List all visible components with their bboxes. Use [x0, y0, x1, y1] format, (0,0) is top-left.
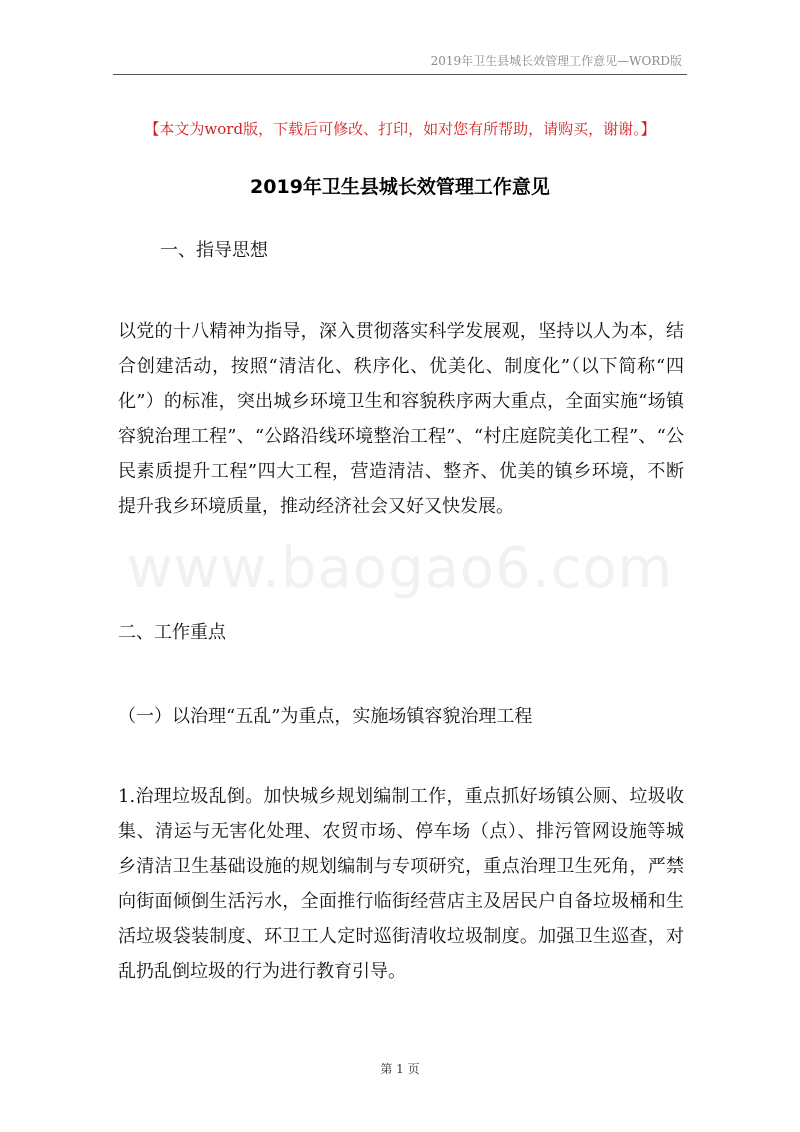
- document-title: 2019年卫生县城长效管理工作意见: [250, 176, 550, 198]
- page-number: 第 1 页: [380, 1062, 420, 1076]
- paragraph-garbage-control: 1.治理垃圾乱倒。加快城乡规划编制工作，重点抓好场镇公厕、垃圾收集、清运与无害化处理、农贸市场、停车场（点）、排污管网设施等城乡清洁卫生基础设施的规划编制与专项研究，重点治理卫生死角，严禁向街面倾倒生活污水，全面推行临街经营店主及居民户自备垃圾桶和生活垃圾袋装制度、环卫工人定时巡街清收垃圾制度。加强卫生巡查，对乱扔乱倒垃圾的行为进行教育引导。: [118, 786, 684, 982]
- section-heading-guiding-ideology: 一、指导思想: [160, 240, 268, 261]
- subsection-heading-five-chaos: （一）以治理“五乱”为重点，实施场镇容貌治理工程: [118, 706, 533, 727]
- section-heading-work-focus: 二、工作重点: [118, 622, 226, 643]
- purchase-notice: 【本文为word版，下载后可修改、打印，如对您有所帮助，请购买，谢谢。】: [144, 120, 656, 138]
- header-rule: [113, 74, 687, 75]
- running-header: 2019年卫生县城长效管理工作意见—WORD版: [430, 54, 682, 68]
- paragraph-guiding-ideology: 以党的十八精神为指导，深入贯彻落实科学发展观，坚持以人为本，结合创建活动，按照“清洁化、秩序化、优美化、制度化”（以下简称“四化”）的标准，突出城乡环境卫生和容貌秩序两大重点，全面实施“场镇容貌治理工程”、“公路沿线环境整治工程”、“村庄庭院美化工程”、“公民素质提升工程”四大工程，营造清洁、整齐、优美的镇乡环境，不断提升我乡环境质量，推动经济社会又好又快发展。: [118, 321, 684, 517]
- watermark: www.baogao6.com: [126, 536, 674, 601]
